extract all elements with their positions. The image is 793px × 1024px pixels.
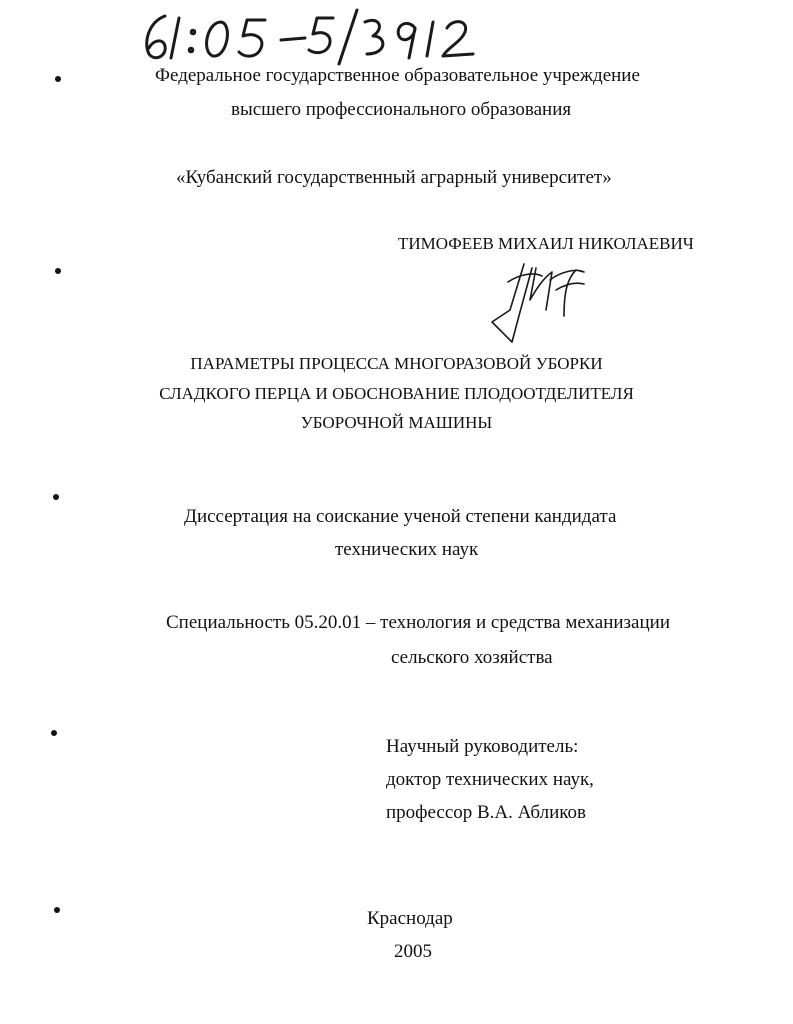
- supervisor-degree: доктор технических наук,: [386, 769, 594, 790]
- degree-line-2: технических наук: [335, 539, 479, 560]
- institution-line-2: высшего профессионального образования: [231, 99, 572, 120]
- degree-line-1: Диссертация на соискание ученой степени кандидата: [184, 506, 617, 527]
- margin-mark: [53, 494, 59, 500]
- thesis-title-line-3: УБОРОЧНОЙ МАШИНЫ: [300, 413, 493, 432]
- margin-mark: [55, 268, 61, 274]
- margin-mark: [55, 76, 61, 82]
- margin-mark: [54, 907, 60, 913]
- margin-mark: [51, 730, 57, 736]
- archive-number-handwritten: [135, 8, 495, 66]
- thesis-title-line-2: СЛАДКОГО ПЕРЦА И ОБОСНОВАНИЕ ПЛОДООТДЕЛИТЕЛЯ: [159, 384, 634, 403]
- supervisor-name: профессор В.А. Абликов: [386, 802, 586, 823]
- year: 2005: [394, 941, 432, 962]
- author-signature: [480, 250, 600, 350]
- specialty-line-2: сельского хозяйства: [391, 647, 553, 668]
- city: Краснодар: [367, 908, 453, 929]
- thesis-title-line-1: ПАРАМЕТРЫ ПРОЦЕССА МНОГОРАЗОВОЙ УБОРКИ: [190, 354, 603, 373]
- author-name: ТИМОФЕЕВ МИХАИЛ НИКОЛАЕВИЧ: [398, 234, 694, 253]
- university-name: «Кубанский государственный аграрный университет»: [176, 167, 612, 188]
- institution-line-1: Федеральное государственное образовательное учреждение: [155, 65, 640, 86]
- specialty-line-1: Специальность 05.20.01 – технология и средства механизации: [166, 612, 670, 633]
- supervisor-label: Научный руководитель:: [386, 736, 579, 757]
